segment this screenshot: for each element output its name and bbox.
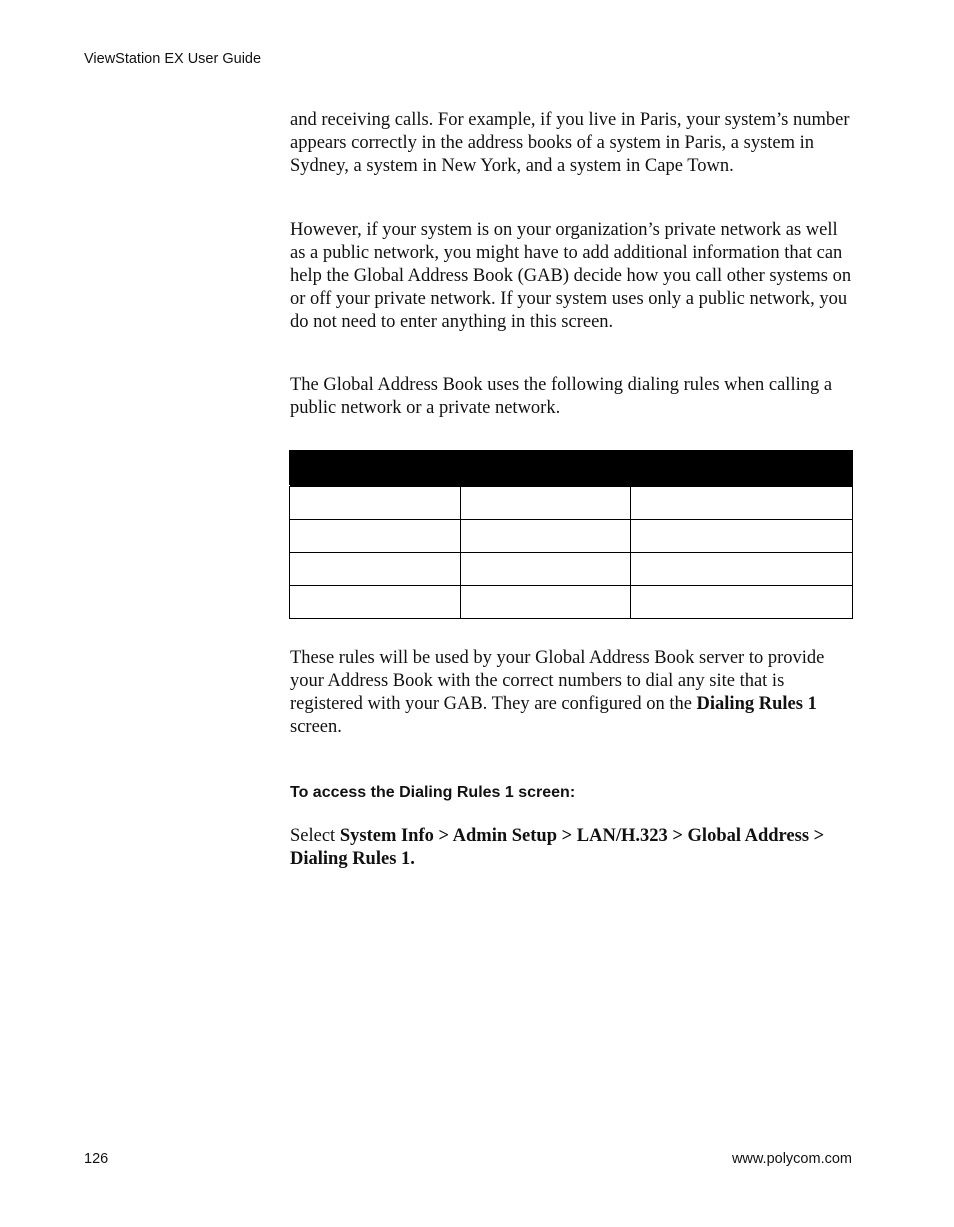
table-cell [461,586,631,619]
table-cell [290,520,461,553]
text-run: These rules will be used by your Global Address Book server to provide your Address Book with the correct numbers to dial any site that is registered with your GAB. They are configured on the [290,648,825,714]
table-row [290,486,853,520]
text-run: Select [290,826,340,846]
paragraph-intro [290,109,856,178]
table-header-cell [461,451,631,486]
paragraph-text: However, if your system is on your organization’s private network as well as a public network, you might have to add additional information that can help the Global Address Book (GAB) decide how you call other systems on or off your private network. If your system uses only a public network, you do not need to enter anything in this screen. [290,220,852,332]
paragraph-dialing-rules [290,374,856,420]
table-cell [461,553,631,586]
table-cell [461,520,631,553]
table-header-cell [631,451,853,486]
table-row [290,586,853,619]
paragraph-private-network [290,219,856,334]
paragraph-text: and receiving calls. For example, if you live in Paris, your system’s number appears correctly in the address books of a system in Paris, a system in Sydney, a system in New York, and a system in Cape Town. [290,110,850,176]
table-cell [290,586,461,619]
table-cell [290,486,461,520]
table-row [290,553,853,586]
table-cell [290,553,461,586]
page-number: 126 [84,1151,109,1167]
procedure-heading: To access the Dialing Rules 1 screen: [290,784,576,801]
paragraph-text: The Global Address Book uses the following dialing rules when calling a public network or a private network. [290,375,833,418]
table-cell [631,486,853,520]
running-header: ViewStation EX User Guide [84,51,262,67]
table-header-cell [290,451,461,486]
footer-url: www.polycom.com [731,1151,852,1167]
table-cell [631,586,853,619]
paragraph-text [290,647,856,739]
paragraph-menu-path [290,825,856,871]
table-cell [461,486,631,520]
table-row [290,520,853,553]
ui-term-dialing-rules: Dialing Rules 1 [696,694,817,714]
table-cell [631,520,853,553]
table-cell [631,553,853,586]
menu-path: System Info > Admin Setup > LAN/H.323 > Global Address > Dialing Rules 1. [290,826,825,869]
text-run: screen. [290,717,342,737]
dialing-rules-table [289,450,853,619]
paragraph-gab-server [290,647,856,739]
table-header-row [290,451,853,486]
paragraph-text [290,825,856,871]
